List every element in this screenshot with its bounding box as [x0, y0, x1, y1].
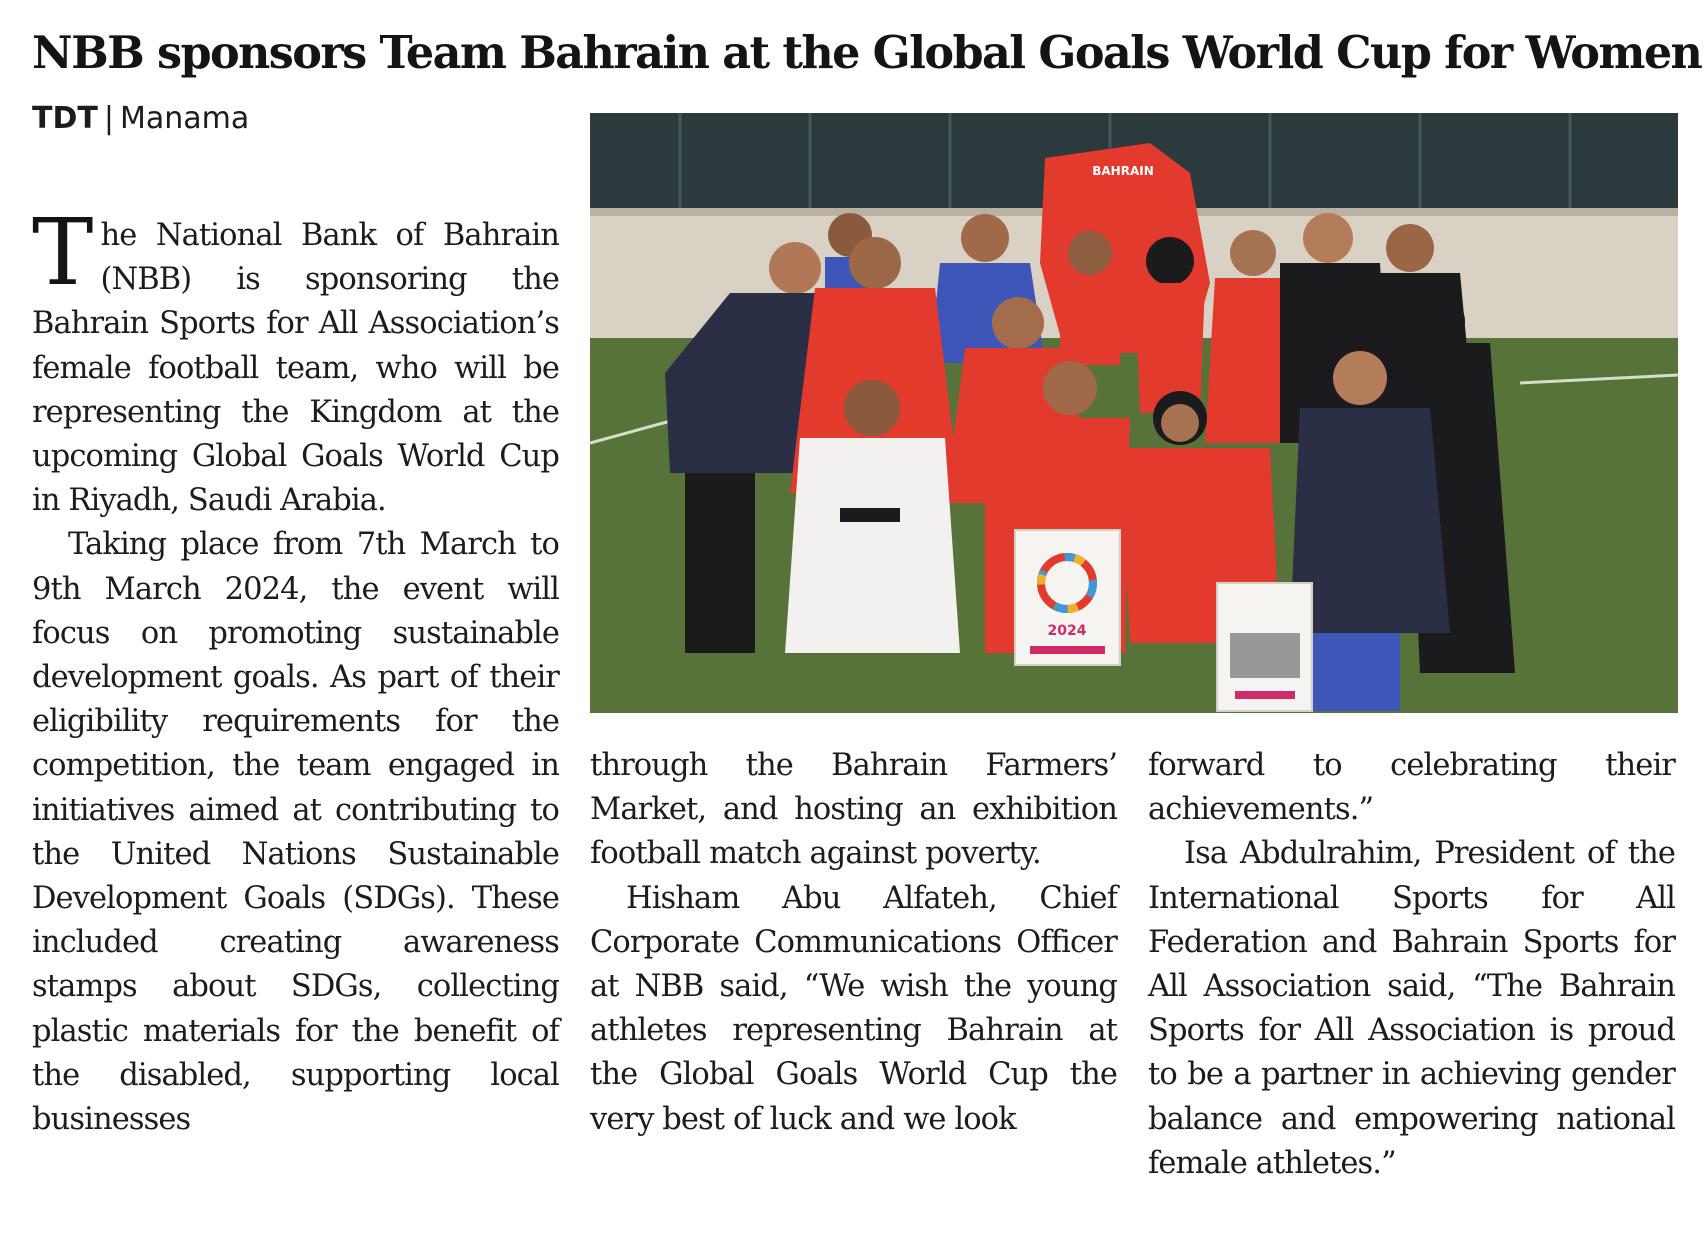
paragraph: Isa Abdulrahim, President of the International Sports for All Federation and Bahrain Sports for All Association said, “The Bahrain Sports for All Association is proud to be a partner in achieving gender balance and empowering national female athletes.”: [1148, 836, 1675, 1181]
byline-source: TDT: [32, 101, 98, 136]
byline-location: Manama: [119, 101, 250, 136]
article-column-3: [1148, 744, 1675, 1186]
jersey-text: BAHRAIN: [1092, 164, 1154, 178]
paragraph: forward to celebrating their achievements.”: [1148, 748, 1675, 828]
paragraph: Taking place from 7th March to 9th March 2024, the event will focus on promoting sustainable development goals. As part of their eligibility requirements for the competition, the team engaged in initiatives aimed at contributing to the United Nations Sustainable Development Goals (SDGs). These included creating awareness stamps about SDGs, collecting plastic materials for the benefit of the disabled, supporting local businesses: [32, 527, 559, 1138]
poster-frame: [1217, 583, 1312, 711]
headline: NBB sponsors Team Bahrain at the Global Goals World Cup for Women: [32, 27, 1702, 79]
paragraph-text: he National Bank of Bahrain (NBB) is sponsoring the Bahrain Sports for All Association’s female football team, who will be representing the Kingdom at the upcoming Global Goals World Cup in Riyadh, Saudi Arabia.: [32, 218, 559, 519]
article-column-2: [590, 744, 1117, 1142]
byline: [32, 98, 249, 140]
byline-separator: |: [103, 101, 114, 136]
paragraph: Hisham Abu Alfateh, Chief Corporate Communications Officer at NBB said, “We wish the young athletes representing Bahrain at the Global Goals World Cup the very best of luck and we look: [590, 880, 1117, 1137]
frame-year-text: 2024: [1047, 623, 1087, 639]
paragraph: [32, 199, 559, 523]
team-photo: [590, 113, 1678, 713]
sdg-frame: [1015, 530, 1120, 665]
article-column-1: [32, 199, 559, 1142]
paragraph: through the Bahrain Farmers’ Market, and hosting an exhibition football match against poverty.: [590, 748, 1117, 872]
drop-cap: T: [32, 199, 93, 306]
